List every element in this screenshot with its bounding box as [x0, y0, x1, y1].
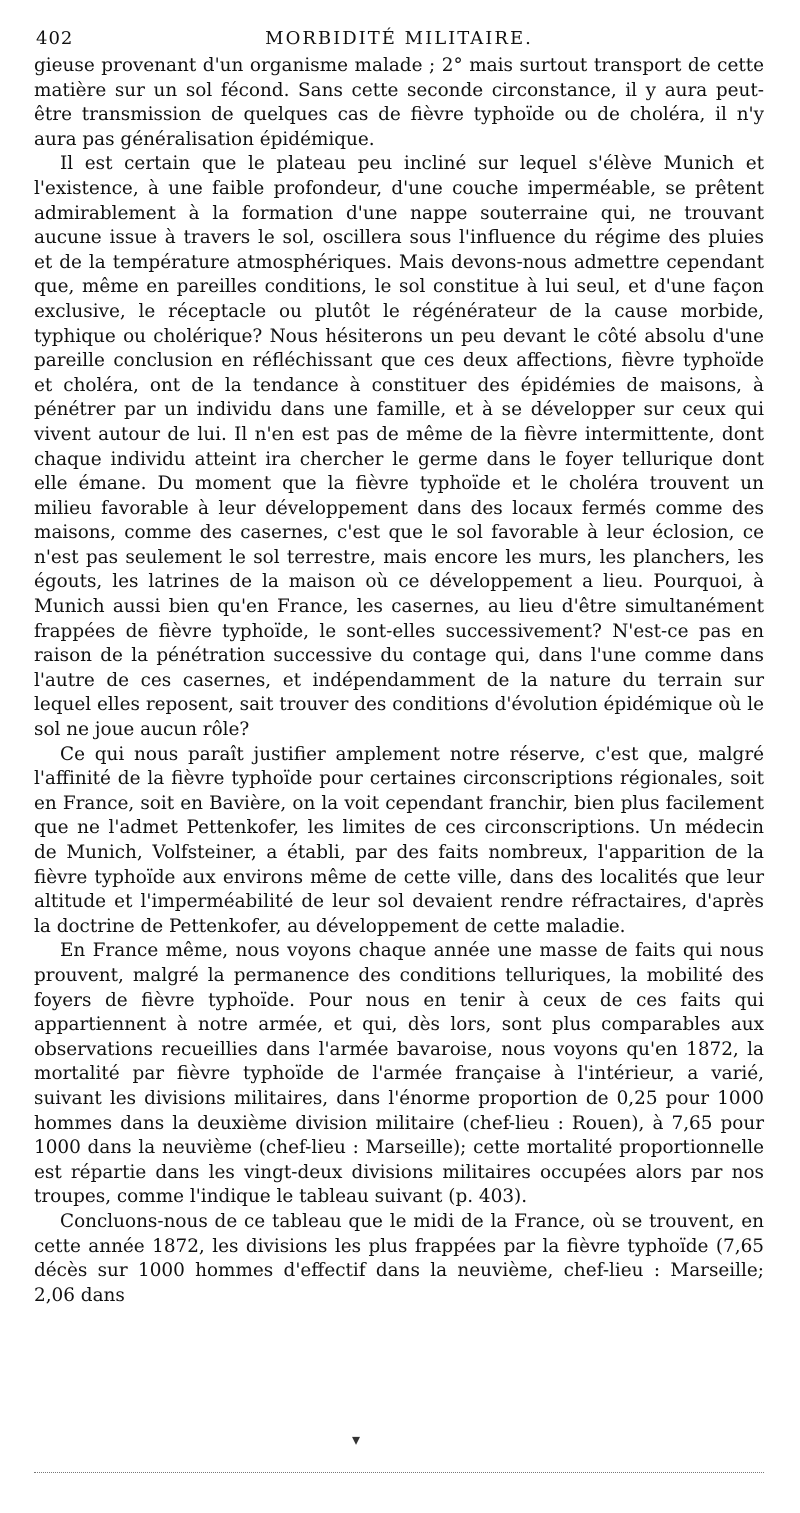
footer-mark: ▾	[352, 1430, 361, 1449]
body-text	[34, 54, 764, 1308]
running-head	[34, 22, 764, 52]
paragraph-continuation: gieuse provenant d'un organisme malade ; 2° mais surtout transport de cette matière sur un sol fécond. Sans cette seconde circonstance, il y aura peut-être transmission de quelques cas de fièvre typhoïde ou de choléra, il n'y aura pas généralisation épidémique.	[34, 55, 764, 150]
page-number: 402	[36, 28, 74, 49]
footer-dotted-rule	[34, 1472, 764, 1473]
running-title: MORBIDITÉ MILITAIRE.	[265, 28, 533, 49]
paragraph-munich-plateau: Il est certain que le plateau peu incliné sur lequel s'élève Munich et l'existence, à une faible profondeur, d'une couche imperméable, se prêtent admirablement à la formation d'une nappe souterraine qui, ne trouvant aucune issue à travers le sol, oscillera sous l'influence du régime des pluies et de la température atmosphériques. Mais devons-nous admettre cependant que, même en pareilles conditions, le sol constitue à lui seul, et d'une façon exclusive, le réceptacle ou plutôt le régénérateur de la cause morbide, typhique ou cholérique? Nous hésiterons un peu devant le côté absolu d'une pareille conclusion en réfléchissant que ces deux affections, fièvre typhoïde et choléra, ont de la tendance à constituer des épidémies de maisons, à pénétrer par un individu dans une famille, et à se développer sur ceux qui vivent autour de lui. Il n'en est pas de même de la fièvre intermittente, dont chaque individu atteint ira chercher le germe dans le foyer tellurique dont elle émane. Du moment que la fièvre typhoïde et le choléra trouvent un milieu favorable à leur développement dans des locaux fermés comme des maisons, comme des casernes, c'est que le sol favorable à leur éclosion, ce n'est pas seulement le sol terrestre, mais encore les murs, les planchers, les égouts, les latrines de la maison où ce développement a lieu. Pourquoi, à Munich aussi bien qu'en France, les casernes, au lieu d'être simultanément frappées de fièvre typhoïde, le sont-elles successivement? N'est-ce pas en raison de la pénétration successive du contage qui, dans l'une comme dans l'autre de ces casernes, et indépendamment de la nature du terrain sur lequel elles reposent, sait trouver des conditions d'évolution épidémique où le sol ne joue aucun rôle?	[34, 153, 764, 741]
paragraph-conclusion: Concluons-nous de ce tableau que le midi de la France, où se trouvent, en cette année 1872, les divisions les plus frappées par la fièvre typhoïde (7,65 décès sur 1000 hommes d'effectif dans la neuvième, chef-lieu : Marseille; 2,06 dans	[34, 1210, 764, 1306]
paragraph-france-army: En France même, nous voyons chaque année une masse de faits qui nous prouvent, malgré la permanence des conditions telluriques, la mobilité des foyers de fièvre typhoïde. Pour nous en tenir à ceux de ces faits qui appartiennent à notre armée, et qui, dès lors, sont plus comparables aux observations recueillies dans l'armée bavaroise, nous voyons qu'en 1872, la mortalité par fièvre typhoïde de l'armée française à l'intérieur, a varié, suivant les divisions militaires, dans l'énorme proportion de 0,25 pour 1000 hommes dans la deuxième division militaire (chef-lieu : Rouen), à 7,65 pour 1000 dans la neuvième (chef-lieu : Marseille); cette mortalité proportionnelle est répartie dans les vingt-deux divisions militaires occupées alors par nos troupes, comme l'indique le tableau suivant (p. 403).	[34, 940, 764, 1208]
paragraph-reserve: Ce qui nous paraît justifier amplement notre réserve, c'est que, malgré l'affinité de la fièvre typhoïde pour certaines circonscriptions régionales, soit en France, soit en Bavière, on la voit cependant franchir, bien plus facilement que ne l'admet Pettenkofer, les limites de ces circonscriptions. Un médecin de Munich, Volfsteiner, a établi, par des faits nombreux, l'apparition de la fièvre typhoïde aux environs même de cette ville, dans des localités que leur altitude et l'imperméabilité de leur sol devaient rendre réfractaires, d'après la doctrine de Pettenkofer, au développement de cette maladie.	[34, 743, 764, 937]
